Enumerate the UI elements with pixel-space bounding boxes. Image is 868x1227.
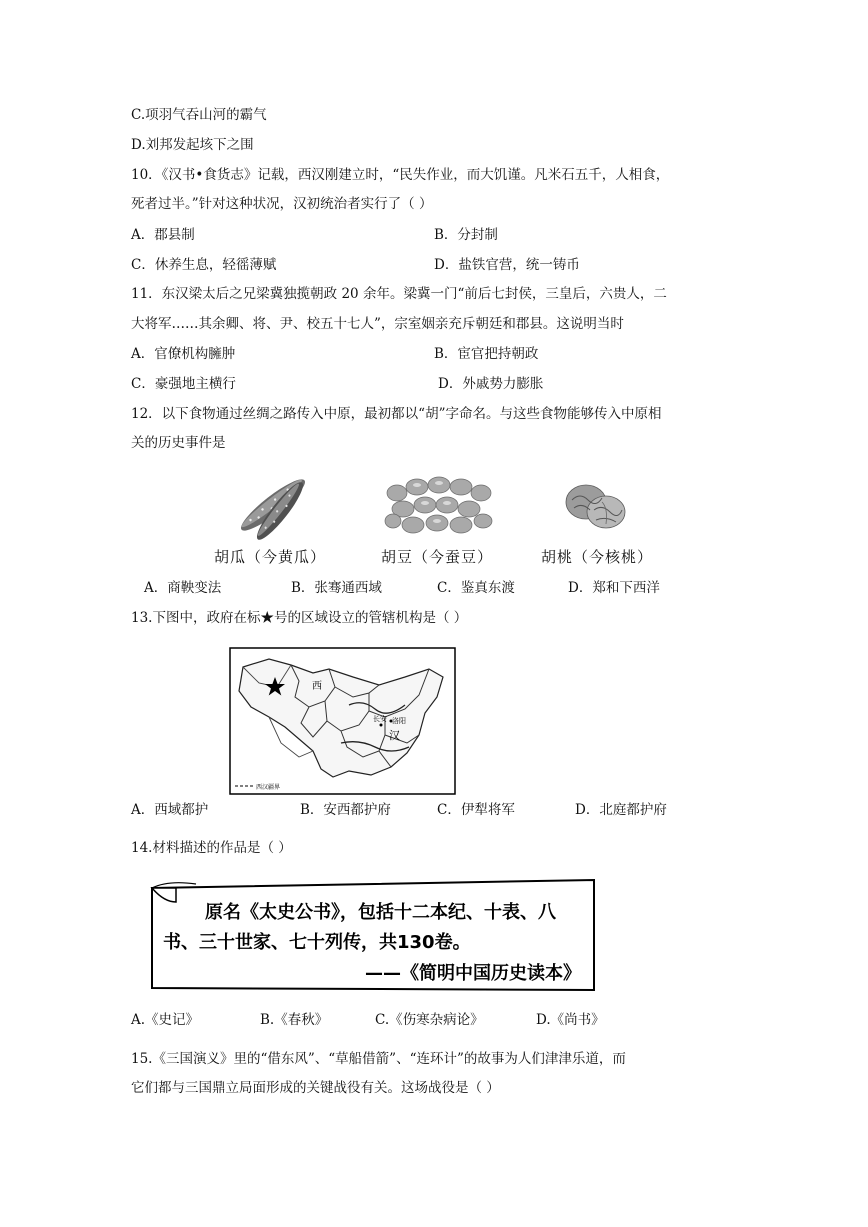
q14-stem: 14.材料描述的作品是（ ） (131, 840, 292, 856)
western-han-map (229, 647, 456, 795)
q10-option-b: B．分封制 (434, 227, 498, 243)
q13-option-b: B．安西都护府 (300, 802, 391, 818)
q13-option-d: D．北庭都护府 (575, 802, 667, 818)
map-label-changan: 长安 (373, 715, 387, 723)
q9-option-c: C.项羽气吞山河的霸气 (131, 107, 267, 123)
food-label-walnut: 胡桃（今核桃） (541, 548, 654, 566)
q15-stem-line2: 它们都与三国鼎立局面形成的关键战役有关。这场战役是（ ） (131, 1080, 500, 1096)
q15-stem-line1: 15.《三国演义》里的“借东风”、“草船借箭”、“连环计”的故事为人们津津乐道，而 (131, 1051, 626, 1067)
q11-option-a: A．官僚机构臃肿 (131, 346, 236, 362)
q11-option-b: B．宦官把持朝政 (434, 346, 539, 362)
walnut-image (562, 480, 628, 532)
broad-bean-image (383, 475, 495, 537)
material-box-line2: 书、三十世家、七十列传，共130卷。 (163, 932, 471, 953)
q11-stem-line1: 11．东汉梁太后之兄梁冀独揽朝政 20 余年。梁冀一门“前后七封侯，三皇后，六贵人，二 (131, 286, 667, 302)
q13-stem: 13.下图中，政府在标★号的区域设立的管辖机构是（ ） (131, 610, 468, 626)
q13-option-c: C．伊犁将军 (437, 802, 515, 818)
cucumber-image (228, 465, 318, 543)
q11-stem-line2: 大将军……其余卿、将、尹、校五十七人”，宗室姻亲充斥朝廷和郡县。这说明当时 (131, 316, 624, 332)
q10-option-d: D．盐铁官营，统一铸币 (434, 257, 580, 273)
q13-option-a: A．西域都护 (131, 802, 209, 818)
map-label-west: 西 (312, 681, 322, 692)
q12-option-d: D．郑和下西洋 (568, 580, 660, 596)
q10-stem-line1: 10．《汉书•食货志》记载，西汉刚建立时，“民失作业，而大饥谨。凡米石五千，人相食， (131, 167, 670, 183)
q12-option-a: A．商鞅变法 (144, 580, 222, 596)
q12-option-b: B．张骞通西域 (291, 580, 382, 596)
q12-stem-line1: 12．以下食物通过丝绸之路传入中原，最初都以“胡”字命名。与这些食物能够传入中原相 (131, 406, 662, 422)
map-legend-label: 西汉疆界 (256, 784, 281, 791)
q14-option-c: C.《伤寒杂病论》 (375, 1012, 484, 1028)
map-label-luoyang: 洛阳 (392, 717, 406, 725)
q11-option-c: C．豪强地主横行 (131, 376, 236, 392)
q10-option-c: C．休养生息，轻徭薄赋 (131, 257, 277, 273)
q12-stem-line2: 关的历史事件是 (131, 435, 226, 451)
q12-option-c: C．鉴真东渡 (437, 580, 515, 596)
q9-option-d: D.刘邦发起垓下之围 (131, 137, 254, 153)
q14-option-b: B.《春秋》 (260, 1012, 329, 1028)
food-label-cucumber: 胡瓜（今黄瓜） (214, 548, 327, 566)
map-label-han: 汉 (389, 729, 400, 742)
q14-option-d: D.《尚书》 (536, 1012, 605, 1028)
material-box-line1: 原名《太史公书》，包括十二本纪、十表、八 (205, 902, 556, 923)
q10-option-a: A．郡县制 (131, 227, 195, 243)
q10-stem-line2: 死者过半。”针对这种状况，汉初统治者实行了（ ） (131, 196, 433, 212)
q14-option-a: A.《史记》 (131, 1012, 200, 1028)
q11-option-d: D．外戚势力膨胀 (438, 376, 544, 392)
food-label-broad-bean: 胡豆（今蚕豆） (381, 548, 494, 566)
material-box-source: ——《简明中国历史读本》 (365, 963, 581, 984)
